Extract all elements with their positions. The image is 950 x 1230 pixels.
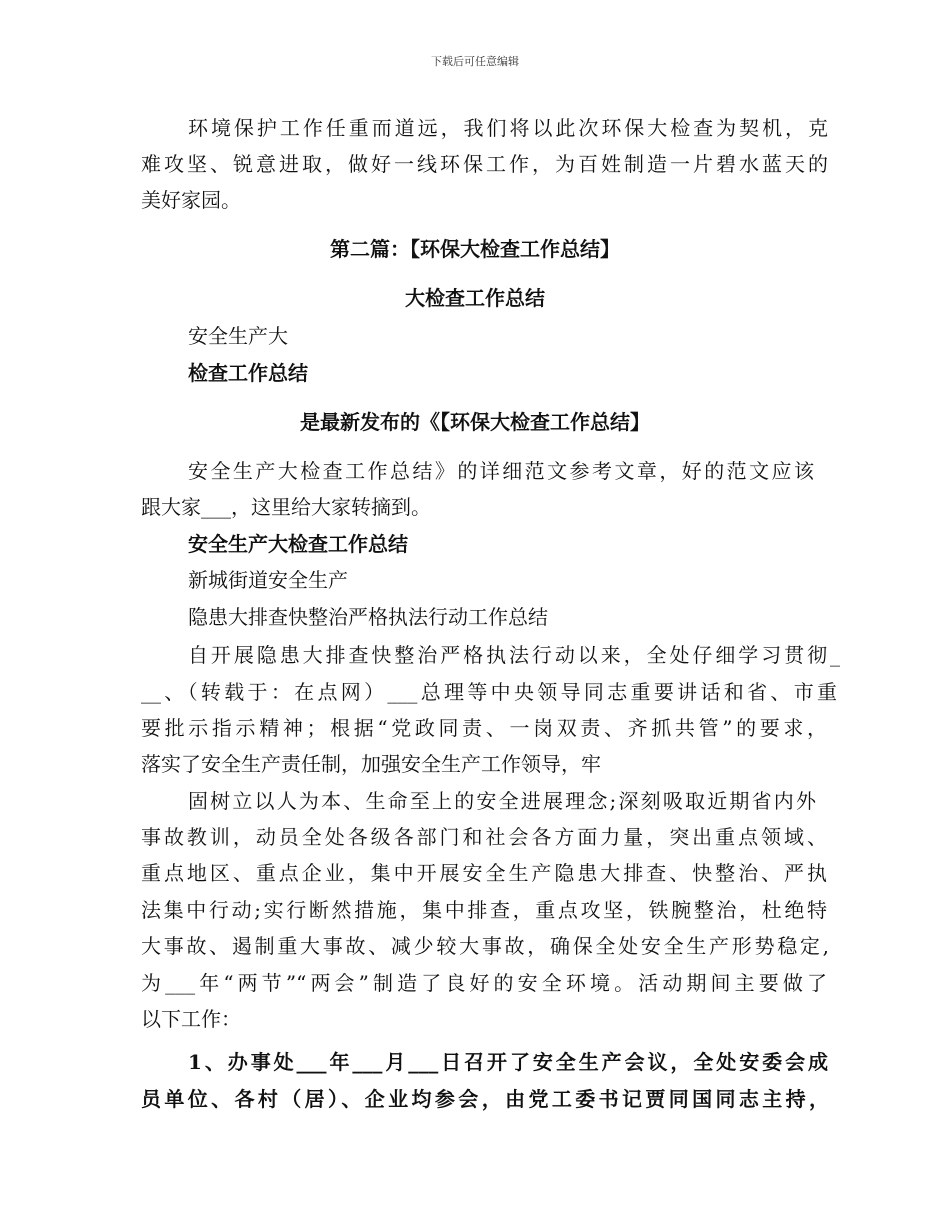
bold-line: 1、办事处___年___月___日召开了安全生产会议，全处安委会成 bbox=[188, 1050, 828, 1074]
bold-line: 员单位、各村（居）、企业均参会，由党工委书记贾同国同志主持， bbox=[141, 1087, 829, 1111]
text-line: 环境保护工作任重而道远，我们将以此次环保大检查为契机，克 bbox=[188, 116, 828, 140]
text-line: 落实了安全生产责任制，加强安全生产工作领导，牢 bbox=[141, 752, 601, 776]
text-line: 为___年“两节”“两会”制造了良好的安全环境。活动期间主要做了 bbox=[141, 971, 827, 995]
text-line: 大事故、遏制重大事故、减少较大事故，确保全处安全生产形势稳定, bbox=[141, 934, 829, 958]
text-line: __、（转载于：在点网）___总理等中央领导同志重要讲话和省、市重 bbox=[141, 680, 837, 704]
text-line: 以下工作： bbox=[141, 1007, 241, 1031]
text-line: 安全生产大检查工作总结》的详细范文参考文章，好的范文应该 bbox=[188, 459, 814, 483]
section-heading: 第二篇：【环保大检查工作总结】 bbox=[330, 237, 620, 261]
text-line: 难攻坚、锐意进取，做好一线环保工作，为百姓制造一片碧水蓝天的 bbox=[141, 152, 828, 176]
text-line: 自开展隐患大排查快整治严格执法行动以来，全处仔细学习贯彻_ bbox=[188, 643, 840, 667]
text-line: 新城街道安全生产 bbox=[188, 568, 348, 592]
sub-heading: 大检查工作总结 bbox=[405, 286, 545, 310]
text-line: 重点地区、重点企业，集中开展安全生产隐患大排查、快整治、严执 bbox=[141, 861, 827, 885]
page-header: 下载后可任意编辑 bbox=[431, 55, 519, 68]
text-line: 事故教训，动员全处各级各部门和社会各方面力量，突出重点领域、 bbox=[141, 825, 827, 849]
sub-heading: 是最新发布的《【环保大检查工作总结】 bbox=[300, 410, 650, 434]
text-line: 法集中行动;实行断然措施，集中排查，重点攻坚，铁腕整治，杜绝特 bbox=[141, 898, 827, 922]
text-line: 固树立以人为本、生命至上的安全进展理念;深刻吸取近期省内外 bbox=[188, 789, 816, 813]
bold-line: 检查工作总结 bbox=[188, 361, 308, 385]
bold-line: 安全生产大检查工作总结 bbox=[188, 532, 408, 556]
text-line: 安全生产大 bbox=[188, 324, 288, 348]
text-line: 跟大家___，这里给大家转摘到。 bbox=[141, 495, 431, 519]
text-line: 要批示指示精神；根据“党政同责、一岗双责、齐抓共管”的要求， bbox=[141, 716, 827, 740]
text-line: 隐患大排查快整治严格执法行动工作总结 bbox=[188, 605, 548, 629]
text-line: 美好家园。 bbox=[141, 188, 241, 212]
